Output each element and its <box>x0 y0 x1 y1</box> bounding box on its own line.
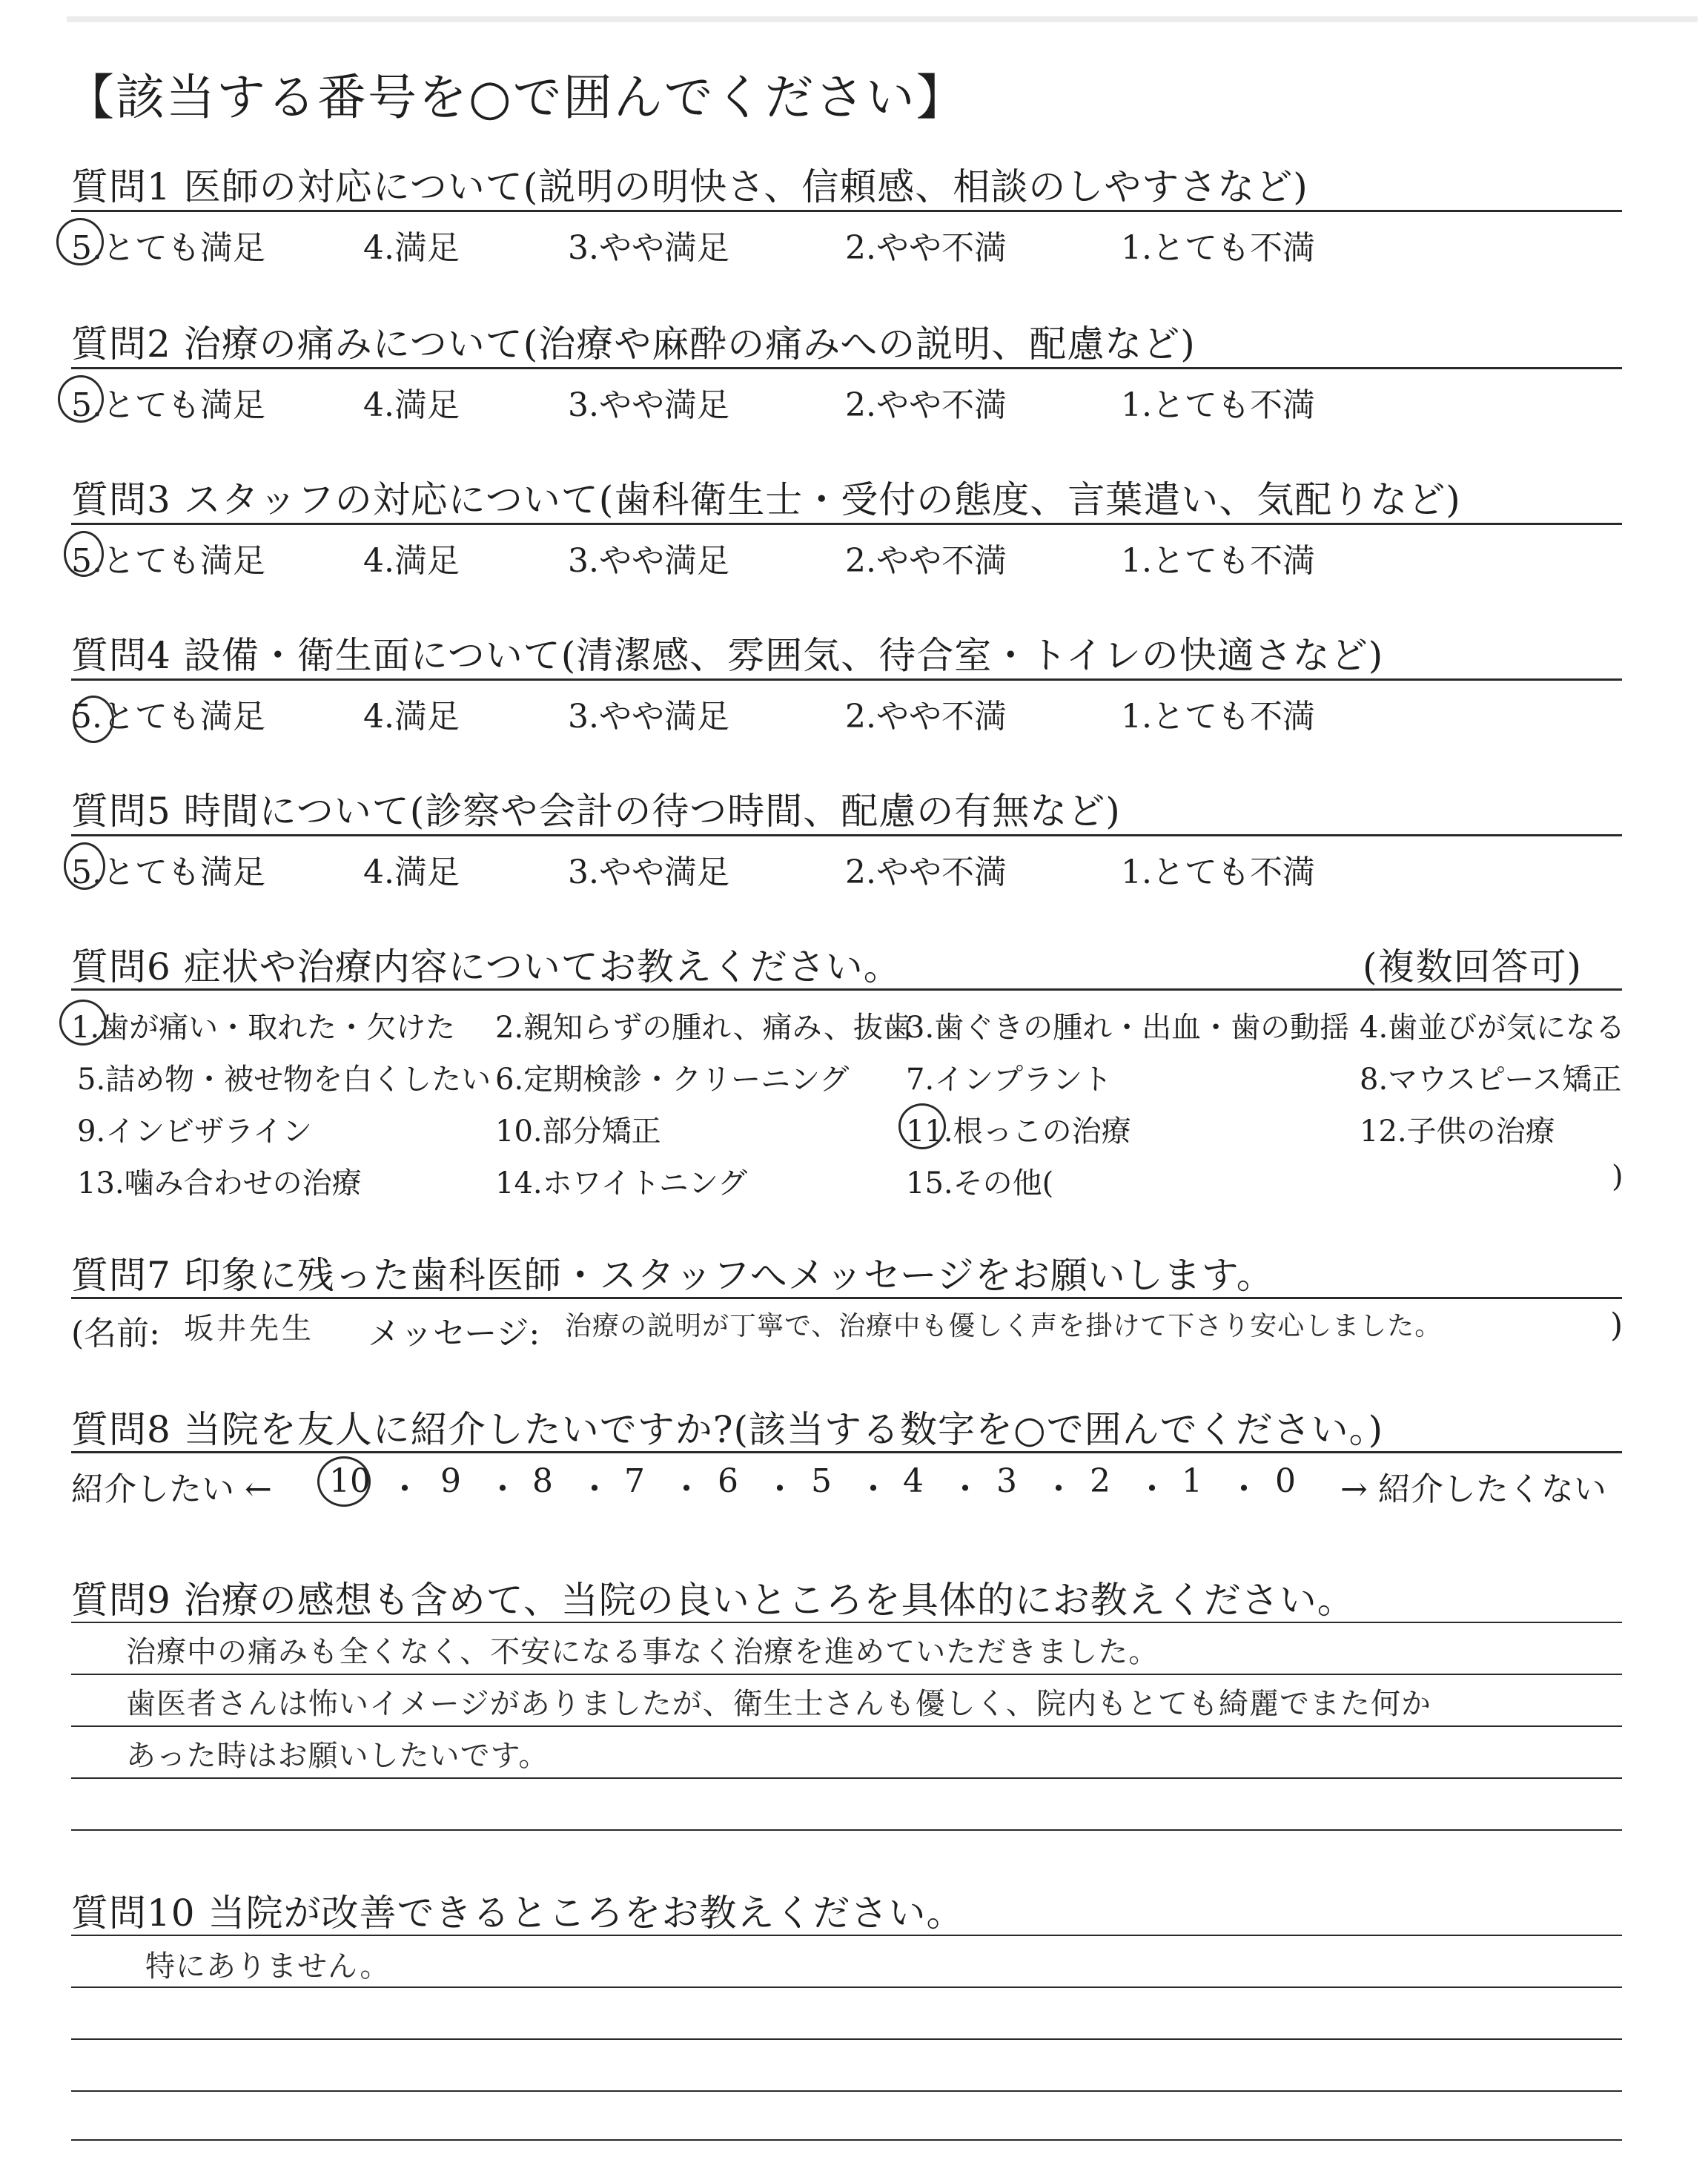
q2-option-1[interactable]: 1.とても不満 <box>1121 386 1315 424</box>
q8-dot: ・ <box>578 1470 611 1508</box>
q8-score-4[interactable]: 4 <box>903 1462 924 1500</box>
q4-option-5[interactable]: 5.とても満足 <box>71 698 265 736</box>
q8-score-1[interactable]: 1 <box>1182 1462 1202 1500</box>
q9-line-4 <box>71 1777 1622 1779</box>
q8-score-5[interactable]: 5 <box>811 1462 832 1500</box>
q1-selection-circle <box>56 218 104 265</box>
scan-top-band <box>67 16 1698 22</box>
q10-line-3 <box>71 2038 1622 2040</box>
q2-option-5[interactable]: 5.とても満足 <box>71 386 265 424</box>
q1-option-2[interactable]: 2.やや不満 <box>845 229 1007 267</box>
q3-title: 質問3 スタッフの対応について(歯科衛生士・受付の態度、言葉遣い、気配りなど) <box>71 478 1461 521</box>
q7-message-label: メッセージ: <box>368 1315 540 1353</box>
q9-line-2 <box>71 1674 1622 1675</box>
q6-title: 質問6 症状や治療内容についてお教えください。 <box>71 945 901 988</box>
q1-option-4[interactable]: 4.満足 <box>363 229 460 267</box>
q6-option-12[interactable]: 12.子供の治療 <box>1360 1114 1555 1149</box>
q1-option-3[interactable]: 3.やや満足 <box>568 229 729 267</box>
q8-dot: ・ <box>670 1470 703 1508</box>
q7-title: 質問7 印象に残った歯科医師・スタッフへメッセージをお願いします。 <box>71 1254 1274 1297</box>
q8-score-0[interactable]: 0 <box>1275 1462 1296 1500</box>
q9-title: 質問9 治療の感想も含めて、当院の良いところを具体的にお教えください。 <box>71 1579 1355 1622</box>
q6-option-13[interactable]: 13.噛み合わせの治療 <box>77 1166 362 1200</box>
q6-multiple-note: (複数回答可) <box>1363 945 1583 988</box>
q5-option-4[interactable]: 4.満足 <box>363 853 460 891</box>
q8-dot: ・ <box>949 1470 982 1508</box>
q6-option-15-close: ) <box>1612 1160 1623 1194</box>
q6-option-1[interactable]: 1.歯が痛い・取れた・欠けた <box>71 1011 456 1045</box>
q8-dot: ・ <box>857 1470 890 1508</box>
q6-option-3[interactable]: 3.歯ぐきの腫れ・出血・歯の動揺 <box>906 1011 1350 1045</box>
q4-option-2[interactable]: 2.やや不満 <box>845 698 1007 736</box>
q7-name-label: (名前: <box>71 1315 160 1353</box>
q3-option-1[interactable]: 1.とても不満 <box>1121 542 1315 580</box>
q8-score-3[interactable]: 3 <box>996 1462 1017 1500</box>
q4-title: 質問4 設備・衛生面について(清潔感、雰囲気、待合室・トイレの快適さなど) <box>71 634 1384 677</box>
q3-option-3[interactable]: 3.やや満足 <box>568 542 729 580</box>
q8-left-label: 紹介したい ← <box>71 1470 272 1508</box>
q4-option-1[interactable]: 1.とても不満 <box>1121 698 1315 736</box>
q2-option-3[interactable]: 3.やや満足 <box>568 386 729 424</box>
q6-selection-circle-1 <box>59 1000 107 1046</box>
q9-line-5 <box>71 1829 1622 1831</box>
q8-score-7[interactable]: 7 <box>624 1462 645 1500</box>
q3-option-5[interactable]: 5.とても満足 <box>71 542 265 580</box>
q9-line-1 <box>71 1622 1622 1623</box>
q6-option-8[interactable]: 8.マウスピース矯正 <box>1360 1063 1622 1097</box>
q3-rule <box>71 523 1622 525</box>
q8-score-2[interactable]: 2 <box>1090 1462 1110 1500</box>
q1-option-1[interactable]: 1.とても不満 <box>1121 229 1315 267</box>
q6-option-4[interactable]: 4.歯並びが気になる <box>1360 1011 1626 1045</box>
q9-answer-line-3[interactable]: あった時はお願いしたいです。 <box>126 1739 549 1773</box>
q5-option-5[interactable]: 5.とても満足 <box>71 853 265 891</box>
q2-option-2[interactable]: 2.やや不満 <box>845 386 1007 424</box>
q5-option-1[interactable]: 1.とても不満 <box>1121 853 1315 891</box>
q5-option-3[interactable]: 3.やや満足 <box>568 853 729 891</box>
q4-option-3[interactable]: 3.やや満足 <box>568 698 729 736</box>
q8-dot: ・ <box>764 1470 796 1508</box>
q10-line-4 <box>71 2090 1622 2092</box>
q6-selection-circle-11 <box>898 1103 946 1149</box>
q3-option-4[interactable]: 4.満足 <box>363 542 460 580</box>
q8-right-label: → 紹介したくない <box>1340 1470 1606 1508</box>
q7-close-paren: ) <box>1610 1307 1623 1344</box>
q8-rule <box>71 1451 1622 1453</box>
q6-option-6[interactable]: 6.定期検診・クリーニング <box>495 1063 850 1097</box>
q6-option-7[interactable]: 7.インプラント <box>906 1063 1113 1097</box>
q5-title: 質問5 時間について(診察や会計の待つ時間、配慮の有無など) <box>71 790 1121 833</box>
q1-option-5[interactable]: 5.とても満足 <box>71 229 265 267</box>
q10-line-1 <box>71 1935 1622 1936</box>
q7-message-value[interactable]: 治療の説明が丁寧で、治療中も優しく声を掛けて下さり安心しました。 <box>565 1311 1443 1341</box>
q8-dot: ・ <box>486 1470 519 1508</box>
q8-score-9[interactable]: 9 <box>440 1462 461 1500</box>
q7-name-value[interactable]: 坂井先生 <box>184 1312 314 1346</box>
q8-title: 質問8 当院を友人に紹介したいですか?(該当する数字を○で囲んでください。) <box>71 1408 1384 1451</box>
q8-score-6[interactable]: 6 <box>718 1462 738 1500</box>
q8-score-8[interactable]: 8 <box>532 1462 553 1500</box>
instruction-header: 【該当する番号を○で囲んでください】 <box>65 69 967 126</box>
q6-option-15[interactable]: 15.その他( <box>906 1166 1054 1200</box>
q2-option-4[interactable]: 4.満足 <box>363 386 460 424</box>
q1-title: 質問1 医師の対応について(説明の明快さ、信頼感、相談のしやすさなど) <box>71 165 1308 208</box>
q4-selection-circle <box>73 696 114 743</box>
q6-option-11[interactable]: 11.根っこの治療 <box>906 1114 1131 1149</box>
q6-rule <box>71 988 1622 991</box>
q2-rule <box>71 367 1622 369</box>
q6-option-2[interactable]: 2.親知らずの腫れ、痛み、抜歯 <box>495 1011 913 1045</box>
q10-line-5 <box>71 2139 1622 2141</box>
q6-option-9[interactable]: 9.インビザライン <box>77 1114 312 1149</box>
q3-selection-circle <box>64 531 104 577</box>
q5-rule <box>71 834 1622 836</box>
q8-dot: ・ <box>1136 1470 1168 1508</box>
q9-line-3 <box>71 1725 1622 1727</box>
q4-rule <box>71 678 1622 681</box>
q2-selection-circle <box>58 375 104 423</box>
q5-option-2[interactable]: 2.やや不満 <box>845 853 1007 891</box>
q8-dot: ・ <box>1228 1470 1260 1508</box>
q8-score-10[interactable]: 10 <box>329 1462 371 1500</box>
q3-option-2[interactable]: 2.やや不満 <box>845 542 1007 580</box>
q10-title: 質問10 当院が改善できるところをお教えください。 <box>71 1892 964 1935</box>
q1-rule <box>71 210 1622 212</box>
q10-line-2 <box>71 1986 1622 1988</box>
q6-option-5[interactable]: 5.詰め物・被せ物を白くしたい <box>77 1063 491 1097</box>
q9-answer-line-2[interactable]: 歯医者さんは怖いイメージがありましたが、衛生士さんも優しく、院内もとても綺麗でまた何か <box>126 1687 1431 1721</box>
q7-rule <box>71 1297 1622 1299</box>
q6-option-14[interactable]: 14.ホワイトニング <box>495 1166 748 1200</box>
q6-option-10[interactable]: 10.部分矯正 <box>495 1114 661 1149</box>
q9-answer-line-1[interactable]: 治療中の痛みも全くなく、不安になる事なく治療を進めていただきました。 <box>126 1635 1159 1669</box>
q10-answer-line-1[interactable]: 特にありません。 <box>145 1949 391 1984</box>
q2-title: 質問2 治療の痛みについて(治療や麻酔の痛みへの説明、配慮など) <box>71 323 1196 366</box>
q8-selection-circle <box>317 1456 371 1507</box>
q8-dot: ・ <box>388 1470 421 1508</box>
q5-selection-circle <box>64 842 105 890</box>
q4-option-4[interactable]: 4.満足 <box>363 698 460 736</box>
q8-dot: ・ <box>1042 1470 1075 1508</box>
